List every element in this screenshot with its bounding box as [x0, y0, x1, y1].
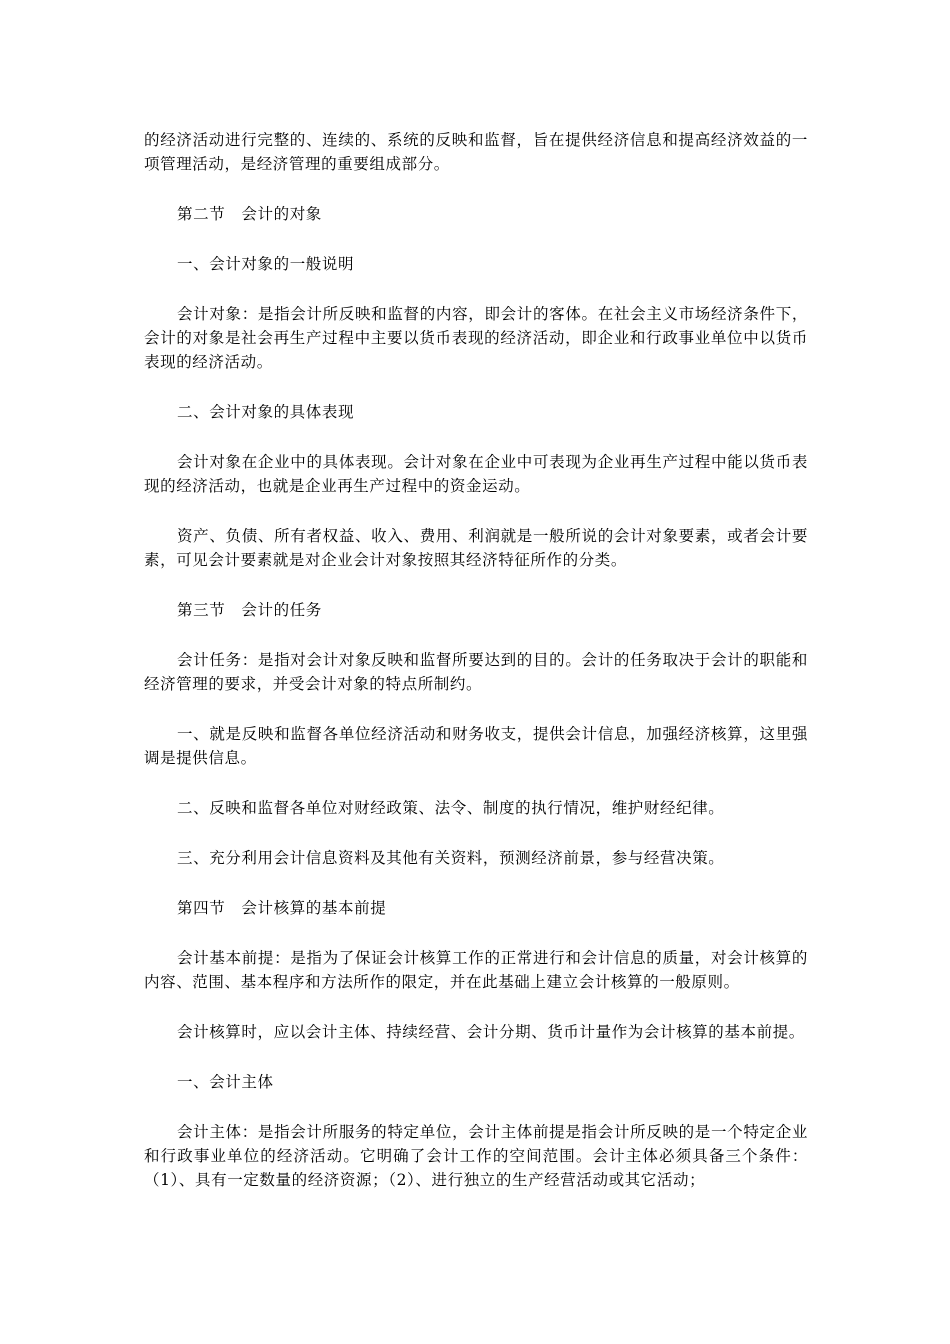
- list-item-task-3: 三、充分利用会计信息资料及其他有关资料，预测经济前景，参与经营决策。: [177, 849, 725, 867]
- paragraph-accounting-task: 会计任务：是指对会计对象反映和监督所要达到的目的。会计的任务取决于会计的职能和经济管理的要求，并受会计对象的特点所制约。: [144, 651, 808, 693]
- paragraph-basic-premise: 会计基本前提：是指为了保证会计核算工作的正常进行和会计信息的质量，对会计核算的内容、范围、基本程序和方法所作的限定，并在此基础上建立会计核算的一般原则。: [144, 949, 808, 991]
- section-heading-4: 第四节 会计核算的基本前提: [177, 899, 387, 917]
- list-item-task-2: 二、反映和监督各单位对财经政策、法令、制度的执行情况，维护财经纪律。: [177, 799, 725, 817]
- section-heading-2: 第二节 会计的对象: [177, 205, 322, 223]
- paragraph-accounting-entity: 会计主体：是指会计所服务的特定单位，会计主体前提是指会计所反映的是一个特定企业和行政事业单位的经济活动。它明确了会计工作的空间范围。会计主体必须具备三个条件：（1）、具有一定数量的经济资源；（2）、进行独立的生产经营活动或其它活动；: [144, 1123, 808, 1189]
- subheading-accounting-entity: 一、会计主体: [177, 1073, 274, 1091]
- list-item-task-1: 一、就是反映和监督各单位经济活动和财务收支，提供会计信息，加强经济核算，这里强调是提供信息。: [144, 725, 808, 767]
- document-body: [144, 128, 808, 1218]
- subheading-general-description: 一、会计对象的一般说明: [177, 255, 355, 273]
- paragraph-object-in-enterprise: 会计对象在企业中的具体表现。会计对象在企业中可表现为企业再生产过程中能以货币表现的经济活动，也就是企业再生产过程中的资金运动。: [144, 453, 808, 495]
- paragraph-premise-list: 会计核算时，应以会计主体、持续经营、会计分期、货币计量作为会计核算的基本前提。: [177, 1023, 805, 1041]
- paragraph-intro-continuation: 的经济活动进行完整的、连续的、系统的反映和监督，旨在提供经济信息和提高经济效益的一项管理活动，是经济管理的重要组成部分。: [144, 131, 808, 173]
- subheading-concrete-manifestation: 二、会计对象的具体表现: [177, 403, 355, 421]
- paragraph-accounting-elements: 资产、负债、所有者权益、收入、费用、利润就是一般所说的会计对象要素，或者会计要素，可见会计要素就是对企业会计对象按照其经济特征所作的分类。: [144, 527, 808, 569]
- section-heading-3: 第三节 会计的任务: [177, 601, 322, 619]
- paragraph-accounting-object: 会计对象：是指会计所反映和监督的内容，即会计的客体。在社会主义市场经济条件下，会计的对象是社会再生产过程中主要以货币表现的经济活动，即企业和行政事业单位中以货币表现的经济活动。: [144, 305, 808, 371]
